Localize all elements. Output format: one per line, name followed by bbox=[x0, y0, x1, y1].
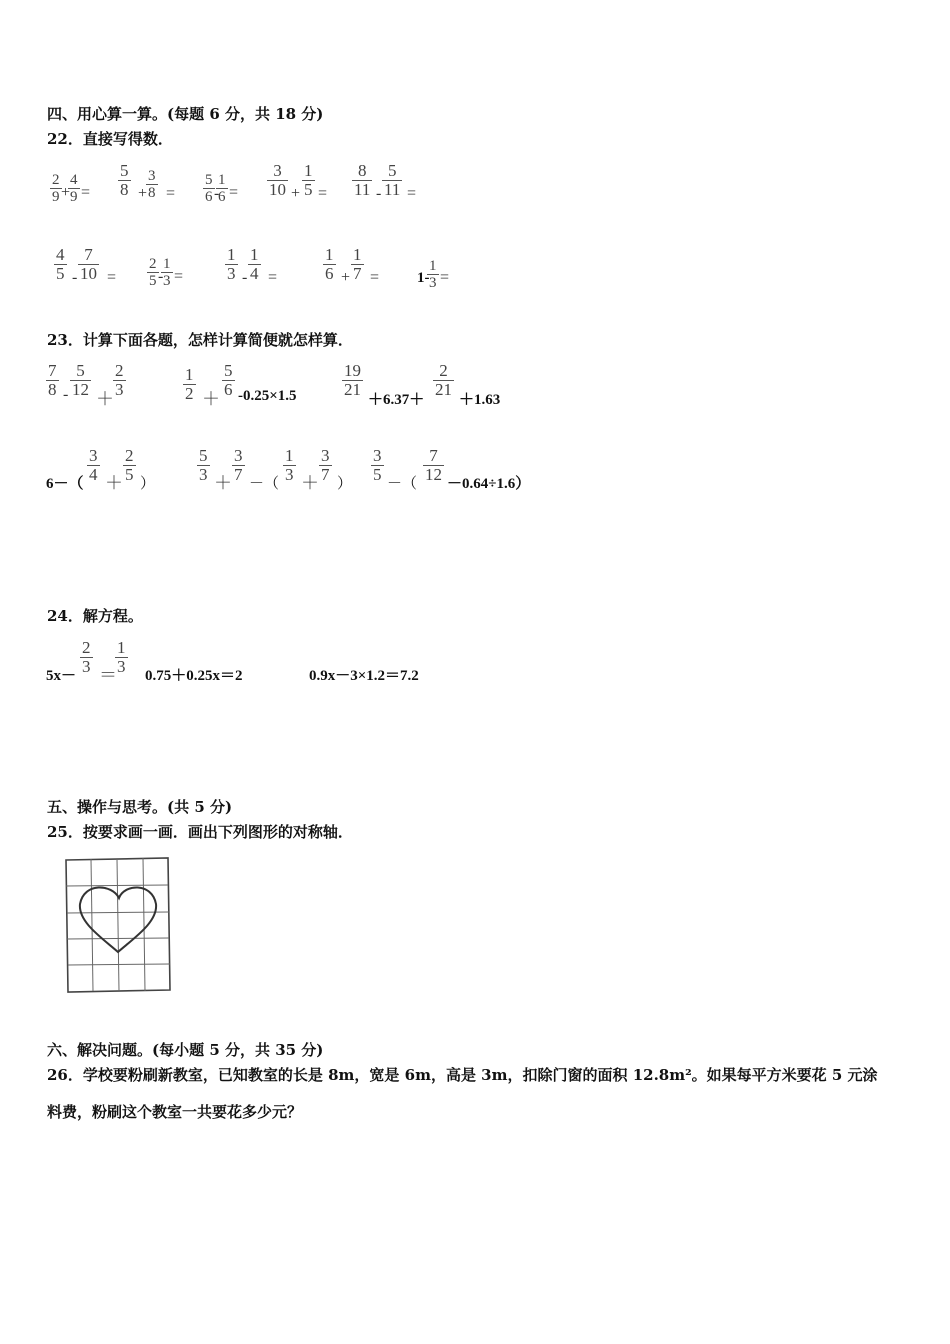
fraction: 2 5 bbox=[149, 256, 157, 289]
heart-grid-figure bbox=[62, 856, 174, 994]
fraction: 1 3 bbox=[285, 446, 294, 484]
fraction: 5 8 bbox=[120, 161, 129, 199]
equals-sign: = bbox=[407, 185, 417, 202]
plus-sign: ＋ bbox=[301, 473, 319, 493]
plus-sign: + bbox=[61, 184, 71, 201]
fraction: 7 12 bbox=[425, 446, 442, 484]
equals-sign: = bbox=[370, 269, 380, 286]
fraction: 5 12 bbox=[72, 361, 89, 399]
fraction: 2 3 bbox=[82, 638, 91, 676]
equals-sign: = bbox=[166, 185, 176, 202]
fraction: 8 11 bbox=[354, 161, 371, 199]
minus-sign: - bbox=[214, 185, 220, 202]
fraction: 1 3 bbox=[227, 245, 236, 283]
expr-text: －0.64÷1.6） bbox=[447, 476, 531, 492]
equals-sign: = bbox=[107, 269, 117, 286]
q23-title: 23．计算下面各题，怎样计算简便就怎样算． bbox=[47, 331, 353, 349]
section5-title: 五、操作与思考。(共 5 分) bbox=[47, 798, 233, 816]
fraction: 1 4 bbox=[250, 245, 259, 283]
expr-text: ＋6.37＋ bbox=[368, 392, 425, 408]
plus-sign: + bbox=[291, 185, 301, 202]
minus-sign: - bbox=[376, 185, 382, 202]
minus-sign: - bbox=[158, 268, 164, 285]
expr-text: -0.25×1.5 bbox=[238, 388, 297, 404]
expr-text: 6－（ bbox=[46, 476, 84, 492]
fraction: 3 5 bbox=[373, 446, 382, 484]
fraction: 1 3 bbox=[163, 256, 171, 289]
expr-text: －（ bbox=[387, 476, 418, 492]
equation-text: 0.75＋0.25x＝2 bbox=[145, 668, 243, 684]
equation-text: 0.9x－3×1.2＝7.2 bbox=[309, 668, 419, 684]
fraction: 2 9 bbox=[52, 172, 60, 205]
fraction: 1 3 bbox=[429, 258, 437, 291]
equals-sign: = bbox=[440, 269, 450, 286]
fraction: 4 9 bbox=[70, 172, 78, 205]
fraction: 3 10 bbox=[269, 161, 286, 199]
fraction: 3 4 bbox=[89, 446, 98, 484]
plus-sign: ＋ bbox=[214, 473, 232, 493]
equals-sign: = bbox=[174, 268, 184, 285]
equals-sign: = bbox=[268, 269, 278, 286]
minus-sign: - bbox=[63, 386, 69, 403]
plus-sign: ＋ bbox=[202, 389, 220, 409]
q24-title: 24．解方程。 bbox=[47, 607, 143, 625]
fraction: 1 2 bbox=[185, 365, 194, 403]
fraction: 5 6 bbox=[205, 172, 213, 205]
equals-sign: = bbox=[81, 184, 91, 201]
one-minus: 1- bbox=[417, 270, 430, 286]
q26-line2: 料费，粉刷这个教室一共要花多少元？ bbox=[47, 1103, 303, 1121]
expr-text: ＋1.63 bbox=[459, 392, 501, 408]
section4-title: 四、用心算一算。(每题 6 分，共 18 分) bbox=[47, 105, 324, 123]
equals-sign: = bbox=[229, 184, 239, 201]
fraction: 3 7 bbox=[234, 446, 243, 484]
fraction: 2 5 bbox=[125, 446, 134, 484]
expr-text: ） bbox=[140, 476, 156, 492]
plus-sign: + bbox=[138, 185, 148, 202]
fraction: 1 6 bbox=[325, 245, 334, 283]
fraction: 7 8 bbox=[48, 361, 57, 399]
q26-line1: 26．学校要粉刷新教室，已知教室的长是 8m，宽是 6m，高是 3m，扣除门窗的面积 12.8m²。如果每平方米要花 5 元涂 bbox=[47, 1066, 878, 1084]
equation-text: 5x－ bbox=[46, 668, 77, 684]
fraction: 7 10 bbox=[80, 245, 97, 283]
fraction: 3 8 bbox=[148, 168, 156, 201]
q22-title: 22．直接写得数． bbox=[47, 130, 173, 148]
fraction: 1 6 bbox=[218, 172, 226, 205]
minus-sign: - bbox=[72, 269, 78, 286]
plus-sign: + bbox=[341, 269, 351, 286]
section6-title: 六、解决问题。(每小题 5 分，共 35 分) bbox=[47, 1041, 324, 1059]
fraction: 1 3 bbox=[117, 638, 126, 676]
expr-text: ） bbox=[337, 476, 353, 492]
fraction: 5 11 bbox=[384, 161, 401, 199]
fraction: 1 5 bbox=[304, 161, 313, 199]
minus-sign: - bbox=[242, 269, 248, 286]
fraction: 2 21 bbox=[435, 361, 452, 399]
plus-sign: ＋ bbox=[105, 473, 123, 493]
fraction: 1 7 bbox=[353, 245, 362, 283]
fraction: 5 3 bbox=[199, 446, 208, 484]
fraction: 4 5 bbox=[56, 245, 65, 283]
fraction: 5 6 bbox=[224, 361, 233, 399]
expr-text: －（ bbox=[249, 476, 280, 492]
equals-sign: = bbox=[318, 185, 328, 202]
q25-title: 25．按要求画一画．画出下列图形的对称轴． bbox=[47, 823, 353, 841]
plus-sign: ＋ bbox=[96, 389, 114, 409]
equals-sign: ＝ bbox=[99, 665, 117, 685]
fraction: 2 3 bbox=[115, 361, 124, 399]
fraction: 3 7 bbox=[321, 446, 330, 484]
fraction: 19 21 bbox=[344, 361, 361, 399]
